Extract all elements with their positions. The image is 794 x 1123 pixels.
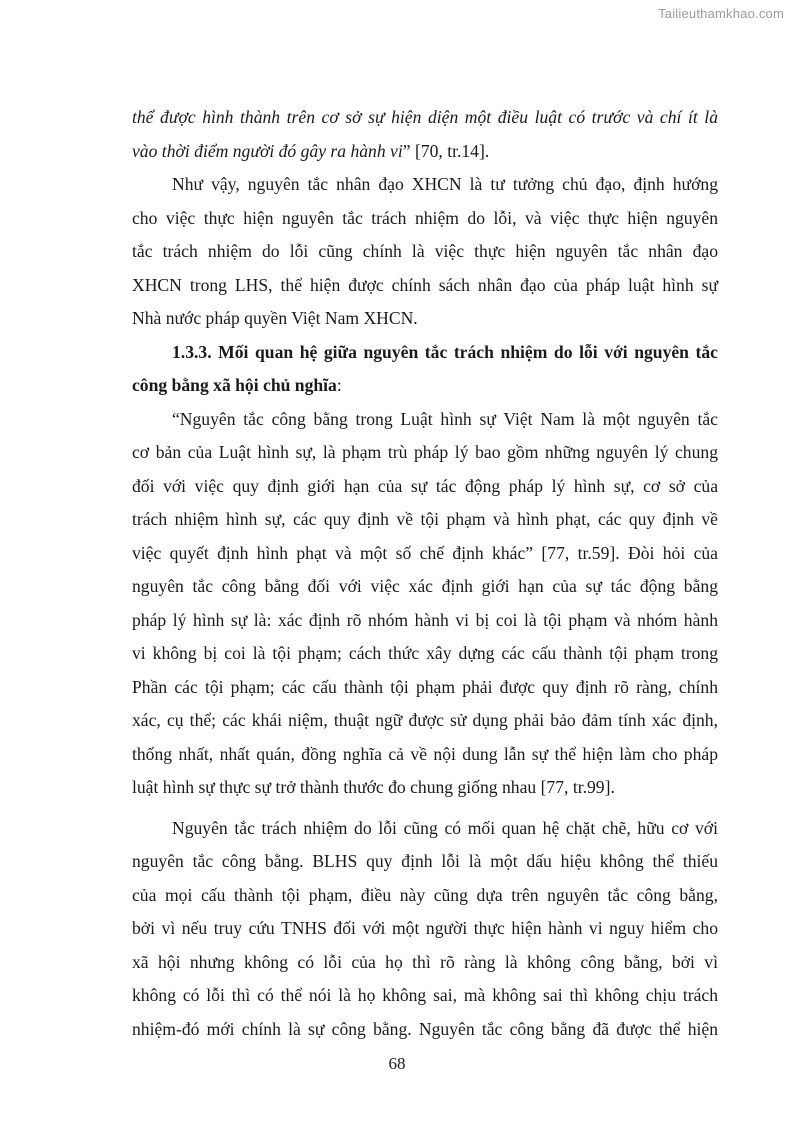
text-line (132, 470, 718, 504)
text-segment: luật hình sự thực sự trở thành thước đo chung giống nhau [77, tr.99]. (132, 777, 615, 797)
text-segment: của mọi cấu thành tội phạm, điều này cũng dựa trên nguyên tắc công bằng, (132, 884, 718, 905)
text-segment: Nhà nước pháp quyền Việt Nam XHCN. (132, 308, 418, 328)
text-line (132, 671, 718, 705)
text-segment: vào thời điểm người đó gây ra hành vi (132, 140, 403, 161)
text-segment: : (336, 375, 342, 395)
text-segment: “Nguyên tắc công bằng trong Luật hình sự Việt Nam là một nguyên tắc (172, 408, 718, 429)
text-segment: Như vậy, nguyên tắc nhân đạo XHCN là tư tưởng chủ đạo, định hướng (172, 174, 718, 194)
paragraph-gap (132, 805, 718, 812)
text-line (132, 1013, 718, 1047)
text-line (132, 946, 718, 980)
text-line (132, 168, 718, 202)
text-line (132, 302, 718, 336)
document-body (132, 101, 718, 1046)
text-segment: bởi vì nếu truy cứu TNHS đối với một người thực hiện hành vi nguy hiểm cho (132, 918, 718, 938)
text-line (132, 738, 718, 772)
text-segment: ” [70, tr.14]. (402, 140, 490, 161)
text-line (132, 604, 718, 638)
section-heading-text: 1.3.3. Mối quan hệ giữa nguyên tắc trách nhiệm do lỗi với nguyên tắc (172, 341, 718, 362)
text-line (132, 336, 718, 370)
text-segment: thống nhất, nhất quán, đồng nghĩa cả về nội dung lẫn sự thể hiện làm cho pháp (132, 743, 718, 764)
text-segment: nhiệm-đó mới chính là sự công bằng. Nguyên tắc công bằng đã được thể hiện (132, 1018, 718, 1039)
text-line (132, 570, 718, 604)
text-segment: vi không bị coi là tội phạm; cách thức xây dựng các cấu thành tội phạm trong (132, 643, 718, 663)
text-segment: việc quyết định hình phạt và một số chế định khác” [77, tr.59]. Đòi hỏi của (132, 542, 718, 563)
text-segment: xác, cụ thể; các khái niệm, thuật ngữ được sử dụng phải bảo đảm tính xác định, (132, 710, 718, 730)
text-line (132, 912, 718, 946)
text-line (132, 436, 718, 470)
text-line (132, 637, 718, 671)
text-line (132, 845, 718, 879)
text-segment: nguyên tắc công bằng. BLHS quy định lỗi là một dấu hiệu không thể thiếu (132, 851, 718, 871)
text-segment: cơ bản của Luật hình sự, là phạm trù pháp lý bao gồm những nguyên lý chung (132, 442, 718, 462)
text-segment: nguyên tắc công bằng đối với việc xác định giới hạn của sự tác động bằng (132, 576, 718, 596)
text-line (132, 879, 718, 913)
page-number: 68 (388, 1054, 406, 1073)
text-segment: pháp lý hình sự là: xác định rõ nhóm hành vi bị coi là tội phạm và nhóm hành (132, 609, 718, 630)
text-segment: Phần các tội phạm; các cấu thành tội phạm phải được quy định rõ ràng, chính (132, 676, 718, 697)
text-segment: không có lỗi thì có thể nói là họ không sai, mà không sai thì không chịu trách (132, 985, 718, 1005)
text-line (132, 202, 718, 236)
text-segment: thể được hình thành trên cơ sở sự hiện diện một điều luật có trước và chí ít là (132, 107, 718, 127)
text-segment: Nguyên tắc trách nhiệm do lỗi cũng có mối quan hệ chặt chẽ, hữu cơ với (172, 817, 718, 838)
text-segment: đối với việc quy định giới hạn của sự tác động pháp lý hình sự, cơ sở của (132, 475, 718, 496)
watermark-text: Tailieuthamkhao.com (658, 6, 784, 21)
text-line (132, 101, 718, 135)
text-line (132, 403, 718, 437)
text-line (132, 771, 718, 805)
text-segment: xã hội nhưng không có lỗi của họ thì rõ ràng là không công bằng, bởi vì (132, 951, 718, 972)
text-line (132, 235, 718, 269)
text-segment: XHCN trong LHS, thể hiện được chính sách nhân đạo của pháp luật hình sự (132, 274, 718, 295)
text-line (132, 269, 718, 303)
text-line (132, 537, 718, 571)
text-line (132, 979, 718, 1013)
text-segment: cho việc thực hiện nguyên tắc trách nhiệm do lỗi, và việc thực hiện nguyên (132, 207, 718, 228)
text-line (132, 135, 718, 169)
text-segment: tắc trách nhiệm do lỗi cũng chính là việc thực hiện nguyên tắc nhân đạo (132, 241, 718, 261)
section-heading-text: công bằng xã hội chủ nghĩa (132, 375, 337, 395)
text-segment: trách nhiệm hình sự, các quy định về tội phạm và hình phạt, các quy định về (132, 509, 718, 529)
text-line (132, 704, 718, 738)
text-line (132, 812, 718, 846)
text-line (132, 369, 718, 403)
text-line (132, 503, 718, 537)
